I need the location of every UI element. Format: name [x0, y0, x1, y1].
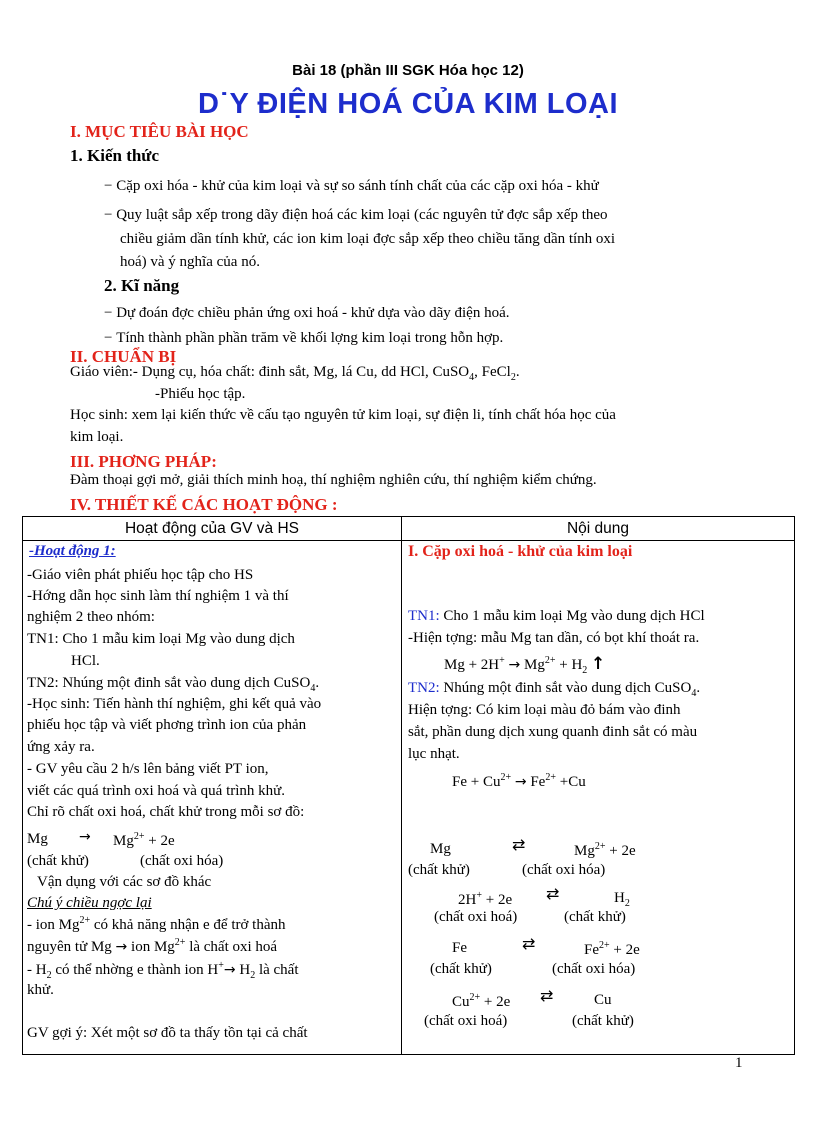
text-line: khử.: [27, 982, 54, 998]
pair-mg: Mg: [430, 841, 451, 857]
label-oxidizer: (chất oxi hóa): [140, 853, 224, 869]
pair-label: (chất khử): [564, 909, 626, 925]
arrow-icon: →: [79, 829, 91, 845]
pair-label: (chất oxi hóa): [552, 961, 636, 977]
text-line: Chỉ rõ chất oxi hoá, chất khử trong mỗi sơ đồ:: [27, 804, 305, 820]
page-title: D˙Y ĐIỆN HOÁ CỦA KIM LOẠI: [197, 88, 619, 120]
pair-label: (chất oxi hoá): [424, 1013, 508, 1029]
student-prep-cont: kim loại.: [70, 429, 124, 445]
arrow-icon: →: [514, 774, 527, 790]
bullet-list-item: − Quy luật sắp xếp trong dãy điện hoá các kim loại (các nguyên tử đợc sắp xếp theo: [104, 207, 608, 223]
bullet-continuation: hoá) và ý nghĩa của nó.: [120, 254, 260, 270]
column-header-content: Nội dung: [402, 517, 795, 541]
label-reducer: (chất khử): [27, 853, 89, 869]
section-4-heading: IV. THIẾT KẾ CÁC HOẠT ĐỘNG :: [70, 495, 338, 514]
content-line: sắt, phần dung dịch xung quanh đinh sắt có màu: [408, 724, 698, 740]
column-header-activities: Hoạt động của GV và HS: [23, 517, 402, 541]
text-line: - $H_2$ có thể nhờng e thành ion $H^+\to H_2$ là chất: [27, 960, 299, 981]
gas-up-arrow-icon: ↑: [591, 654, 606, 674]
text-line: HCl.: [71, 653, 100, 669]
lesson-subtitle: Bài 18 (phần III SGK Hóa học 12): [292, 62, 524, 79]
bullet-continuation: chiều giảm dần tính khử, các ion kim loại đợc sắp xếp theo chiều tăng dần tính oxi: [120, 231, 616, 247]
section-1-heading: I. MỤC TIÊU BÀI HỌC: [70, 122, 249, 141]
equation-tn1: $Mg + 2H^+ \to Mg^{2+} + H_2$ ↑: [444, 654, 606, 676]
arrow-icon: →: [508, 657, 521, 673]
bullet-list-item: − Cặp oxi hóa - khử của kim loại và sự so sánh tính chất của các cặp oxi hóa - khử: [104, 178, 599, 194]
subsection-skills: 2. Kĩ năng: [104, 276, 180, 295]
text-line: -Hớng dẫn học sinh làm thí nghiệm 1 và thí: [27, 588, 289, 604]
equation-tn2: $Fe + Cu^{2+} \to Fe^{2+} +Cu$: [452, 772, 586, 790]
text-line: nguyên tử Mg → ion $Mg^{2+}$ là chất oxi hoá: [27, 937, 278, 955]
bullet-list-item: − Tính thành phần phần trăm về khối lợng kim loại trong hỗn hợp.: [104, 330, 504, 346]
equation-mg: Mg: [27, 831, 48, 847]
text-line: - ion $Mg^{2+}$ có khả năng nhận e để trở thành: [27, 915, 286, 933]
equilibrium-arrow-icon: ⇄: [522, 934, 534, 953]
equilibrium-arrow-icon: ⇄: [540, 986, 552, 1005]
pair-label: (chất khử): [408, 862, 470, 878]
arrow-icon: →: [223, 962, 236, 978]
bullet-list-item: − Dự đoán đợc chiều phản ứng oxi hoá - khử dựa vào dãy điện hoá.: [104, 305, 510, 321]
right-cell: [402, 541, 795, 1055]
content-line: -Hiện tợng: mẫu Mg tan dần, có bọt khí thoát ra.: [408, 630, 700, 646]
activities-table: [22, 516, 795, 1055]
text-line: phiếu học tập và viết phơng trình ion của phản: [27, 717, 307, 733]
equilibrium-arrow-icon: ⇄: [546, 884, 558, 903]
methods-text: Đàm thoại gợi mở, giải thích minh hoạ, thí nghiệm nghiên cứu, thí nghiệm kiểm chứng.: [70, 472, 597, 488]
text-line: - GV yêu cầu 2 h/s lên bảng viết PT ion,: [27, 761, 269, 777]
text-line: -Học sinh: Tiến hành thí nghiệm, ghi kết quả vào: [27, 696, 322, 712]
teacher-prep: Giáo viên:- Dụng cụ, hóa chất: đinh sắt, Mg, lá Cu, dd HCl, CuSO$_4$, FeCl$_2$.: [70, 364, 520, 383]
pair-cu-ion: $Cu^{2+} + 2e$: [452, 992, 511, 1010]
content-line: lục nhạt.: [408, 746, 460, 762]
section-2-heading: II. CHUẨN BỊ: [70, 347, 177, 366]
left-cell: [23, 541, 402, 1055]
text-line: Vận dụng với các sơ đồ khác: [37, 874, 212, 890]
text-line: viết các quá trình oxi hoá và quá trình khử.: [27, 783, 286, 799]
teacher-prep-worksheet: -Phiếu học tập.: [155, 386, 246, 402]
text-line: TN1: Cho 1 mẫu kim loại Mg vào dung dịch: [27, 631, 295, 647]
pair-label: (chất oxi hoá): [434, 909, 518, 925]
equation-mg-ion: $Mg^{2+} + 2e$: [113, 831, 175, 849]
text-line: GV gợi ý: Xét một sơ đồ ta thấy tồn tại cả chất: [27, 1025, 308, 1041]
content-line: TN1: Cho 1 mẫu kim loại Mg vào dung dịch HCl: [408, 608, 705, 624]
pair-cu: Cu: [594, 992, 612, 1008]
pair-fe-ion: $Fe^{2+} + 2e$: [584, 940, 640, 958]
subsection-knowledge: 1. Kiến thức: [70, 146, 160, 165]
pair-label: (chất oxi hóa): [522, 862, 606, 878]
pair-label: (chất khử): [572, 1013, 634, 1029]
student-prep: Học sinh: xem lại kiến thức về cấu tạo nguyên tử kim loại, sự điện li, tính chất hóa học của: [70, 407, 616, 423]
text-line: ứng xảy ra.: [27, 739, 95, 755]
text-line: -Giáo viên phát phiếu học tập cho HS: [27, 567, 254, 583]
pair-label: (chất khử): [430, 961, 492, 977]
content-heading: I. Cặp oxi hoá - khử của kim loại: [408, 543, 633, 560]
pair-mg-ion: $Mg^{2+} + 2e$: [574, 841, 636, 859]
equilibrium-arrow-icon: ⇄: [512, 835, 524, 854]
content-line: TN2: Nhúng một đinh sắt vào dung dịch CuSO$_4$.: [408, 680, 701, 699]
content-line: Hiện tợng: Có kim loại màu đỏ bám vào đinh: [408, 702, 681, 718]
pair-h2: $H_2$: [614, 890, 630, 909]
pair-h: 2H+ + 2e: [458, 890, 513, 908]
text-line: TN2: Nhúng một đinh sắt vào dung dịch CuSO$_4$.: [27, 675, 320, 694]
note-heading: Chú ý chiều ngợc lại: [27, 895, 152, 911]
section-3-heading: III. PHƠNG PHÁP:: [70, 452, 217, 471]
page-number: 1: [735, 1055, 743, 1071]
activity-1-label: -Hoạt động 1:: [29, 543, 116, 559]
arrow-icon: →: [115, 939, 128, 955]
pair-fe: Fe: [452, 940, 467, 956]
text-line: nghiệm 2 theo nhóm:: [27, 609, 155, 625]
